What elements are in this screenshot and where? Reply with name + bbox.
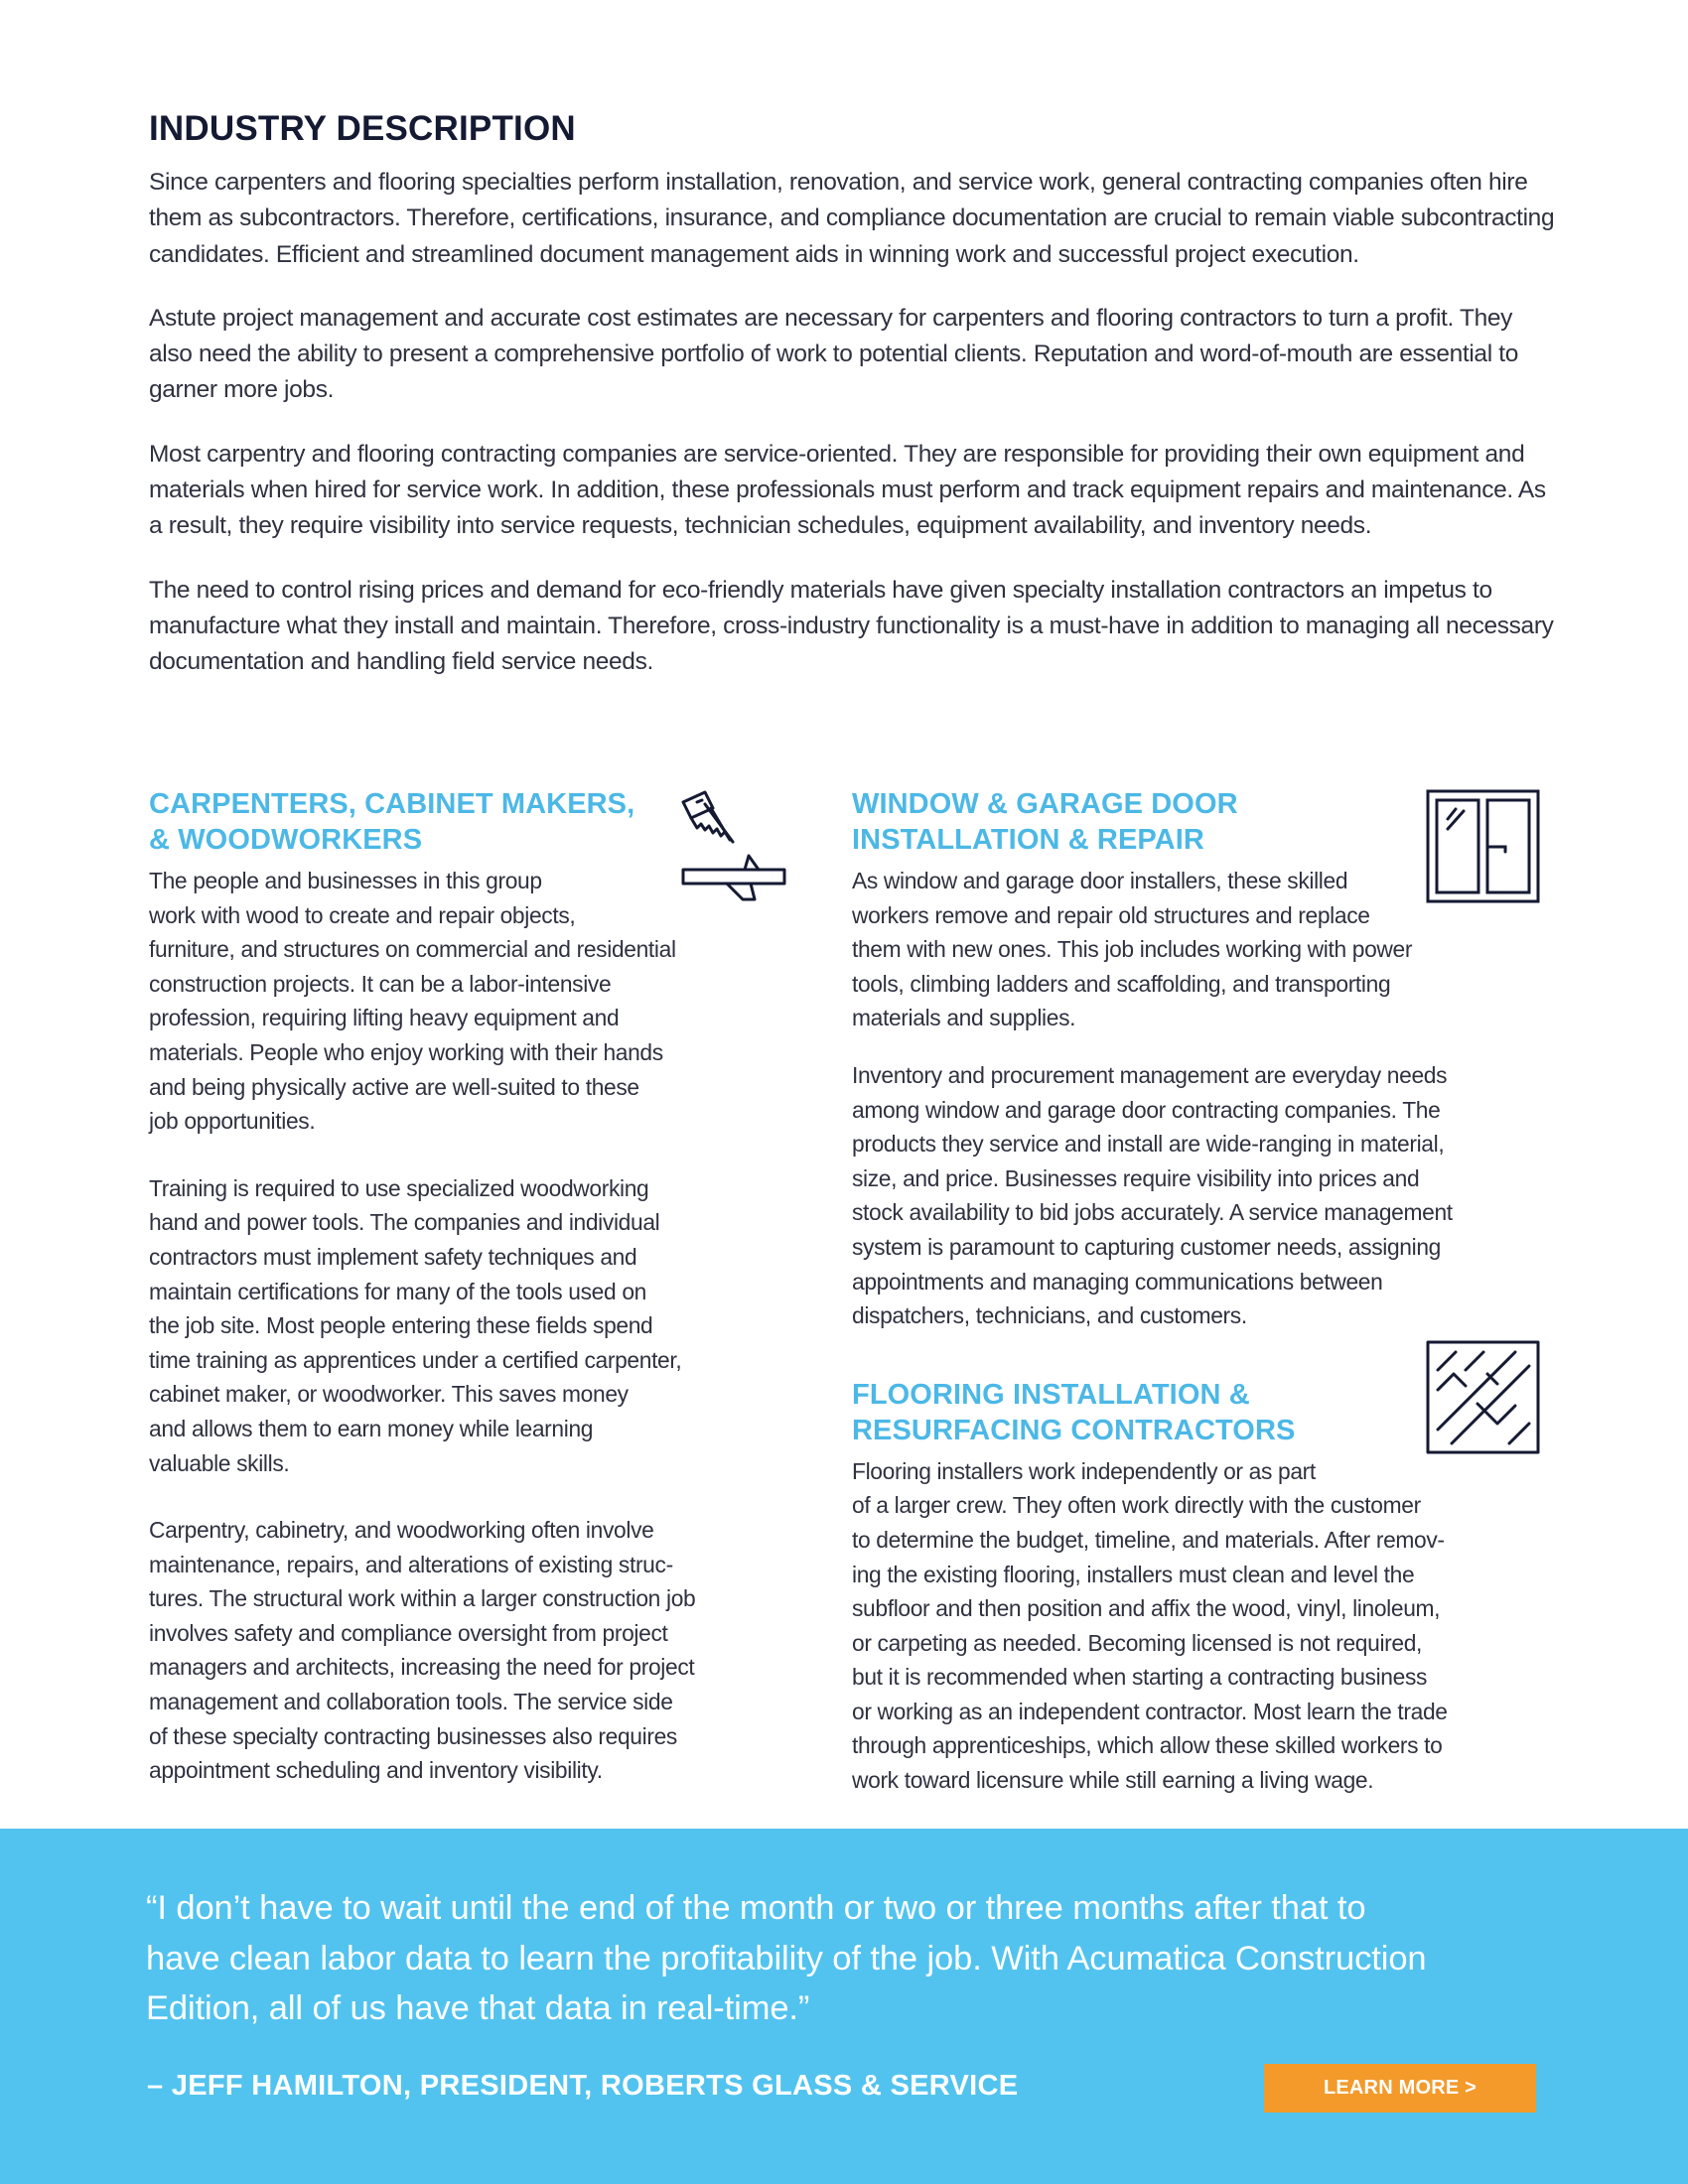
text-line: of these specialty contracting businesses also requires [149, 1722, 677, 1749]
text-line: of a larger crew. They often work directly with the customer [852, 1492, 1421, 1519]
intro-paragraph: The need to control rising prices and demand for eco-friendly materials have given specialty installation contractors an impetus to manufacture what they install and maintain. Therefore, cross-industry functionality is a must-have in addition to managing all necessary documentation and handling field service needs. [149, 576, 1554, 676]
text-line: profession, requiring lifting heavy equipment and [149, 1005, 620, 1031]
text-line: materials. People who enjoy working with their hands [149, 1038, 663, 1065]
text-line: subfloor and then position and affix the wood, vinyl, linoleum, [852, 1595, 1441, 1622]
title-line: WINDOW & GARAGE DOOR [852, 788, 1238, 820]
text-line: cabinet maker, or woodworker. This saves money [149, 1381, 629, 1408]
learn-more-button[interactable]: LEARN MORE > [1264, 2064, 1536, 2113]
carpenters-body [149, 864, 784, 1788]
windows-section [852, 786, 1547, 1798]
flooring-paragraph [852, 1454, 1547, 1798]
text-line: Training is required to use specialized woodworking [149, 1174, 649, 1201]
text-line: maintenance, repairs, and alterations of existing struc- [149, 1551, 673, 1577]
title-line: FLOORING INSTALLATION & [852, 1378, 1250, 1411]
text-line: hand and power tools. The companies and individual [149, 1209, 660, 1236]
text-line: workers remove and repair old structures and replace [852, 901, 1370, 928]
industry-intro [149, 165, 1559, 709]
text-line: appointments and managing communications between [852, 1268, 1383, 1295]
text-line: managers and architects, increasing the need for project [149, 1654, 695, 1681]
testimonial-attribution: – JEFF HAMILTON, PRESIDENT, ROBERTS GLASS & SERVICE [147, 2070, 1019, 2102]
text-line: stock availability to bid jobs accurately. A service management [852, 1199, 1453, 1226]
quote-line: Edition, all of us have that data in real-time.” [146, 1989, 810, 2027]
text-line: among window and garage door contracting companies. The [852, 1096, 1441, 1123]
carpenters-paragraph [149, 1513, 784, 1788]
floor-planks-icon [1426, 1340, 1540, 1454]
text-line: time training as apprentices under a certified carpenter, [149, 1346, 682, 1373]
flooring-body [852, 1454, 1547, 1798]
text-line: The people and businesses in this group [149, 868, 542, 893]
text-line: dispatchers, technicians, and customers. [852, 1302, 1247, 1329]
text-line: or working as an independent contractor. Most learn the trade [852, 1698, 1448, 1724]
text-line: management and collaboration tools. The service side [149, 1689, 673, 1715]
title-line: RESURFACING CONTRACTORS [852, 1414, 1296, 1446]
title-line: & WOODWORKERS [149, 824, 423, 856]
windows-paragraph [852, 1058, 1547, 1333]
intro-paragraph: Since carpenters and flooring specialties perform installation, renovation, and service work, general contracting companies often hire them as subcontractors. Therefore, certifications, insurance, and compliance documentation are crucial to remain viable subcontracting candidates. Efficient and streamlined document management aids in winning work and successful project execution. [149, 169, 1555, 268]
carpenters-paragraph [149, 1171, 784, 1480]
text-line: and being physically active are well-suited to these [149, 1073, 639, 1100]
quote-line: have clean labor data to learn the profitability of the job. With Acumatica Construction [146, 1939, 1427, 1978]
text-line: to determine the budget, timeline, and materials. After remov- [852, 1526, 1445, 1553]
text-line: but it is recommended when starting a contracting business [852, 1664, 1428, 1691]
text-line: ing the existing flooring, installers must clean and level the [852, 1561, 1415, 1587]
text-line: maintain certifications for many of the tools used on [149, 1278, 646, 1304]
carpenters-section [149, 786, 784, 1788]
text-line: or carpeting as needed. Becoming licensed is not required, [852, 1629, 1423, 1656]
text-line: and allows them to earn money while learning [149, 1415, 594, 1441]
text-line: appointment scheduling and inventory visibility. [149, 1757, 603, 1784]
title-line: CARPENTERS, CABINET MAKERS, [149, 788, 635, 820]
text-line: system is paramount to capturing customer needs, assigning [852, 1233, 1441, 1260]
text-line: products they service and install are wide-ranging in material, [852, 1131, 1445, 1158]
text-line: tures. The structural work within a larger construction job [149, 1585, 696, 1612]
text-line: Flooring installers work independently or as part [852, 1457, 1316, 1484]
title-line: INSTALLATION & REPAIR [852, 824, 1204, 856]
industry-heading: INDUSTRY DESCRIPTION [149, 109, 576, 148]
quote-line: “I don’t have to wait until the end of the month or two or three months after that to [146, 1889, 1366, 1927]
intro-paragraph: Most carpentry and flooring contracting companies are service-oriented. They are responsible for providing their own equipment and materials when hired for service work. In addition, these professionals must perform and track equipment repairs and maintenance. As a result, they require visibility into service requests, technician schedules, equipment availability, and inventory needs. [149, 440, 1546, 540]
text-line: Inventory and procurement management are everyday needs [852, 1061, 1448, 1088]
text-line: tools, climbing ladders and scaffolding, and transporting [852, 970, 1391, 997]
text-line: the job site. Most people entering these fields spend [149, 1312, 653, 1339]
windows-body [852, 864, 1547, 1333]
text-line: job opportunities. [149, 1108, 316, 1135]
text-line: them with new ones. This job includes working with power [852, 936, 1413, 963]
text-line: As window and garage door installers, these skilled [852, 868, 1348, 893]
testimonial-quote [146, 1883, 1556, 2034]
text-line: furniture, and structures on commercial and residential [149, 936, 676, 963]
text-line: size, and price. Businesses require visibility into prices and [852, 1164, 1420, 1191]
text-line: contractors must implement safety techniques and [149, 1243, 637, 1270]
text-line: work with wood to create and repair objects, [149, 901, 576, 928]
window-door-icon [1426, 789, 1540, 903]
text-line: materials and supplies. [852, 1005, 1076, 1031]
text-line: valuable skills. [149, 1449, 290, 1476]
text-line: construction projects. It can be a labor-intensive [149, 970, 612, 997]
hand-saw-icon [675, 788, 789, 909]
text-line: Carpentry, cabinetry, and woodworking often involve [149, 1517, 654, 1544]
intro-paragraph: Astute project management and accurate cost estimates are necessary for carpenters and flooring contractors to turn a profit. They also need the ability to present a comprehensive portfolio of work to potential clients. Reputation and word-of-mouth are essential to garner more jobs. [149, 304, 1518, 404]
text-line: through apprenticeships, which allow these skilled workers to [852, 1732, 1443, 1759]
text-line: work toward licensure while still earning a living wage. [852, 1767, 1374, 1794]
text-line: involves safety and compliance oversight from project [149, 1619, 668, 1646]
